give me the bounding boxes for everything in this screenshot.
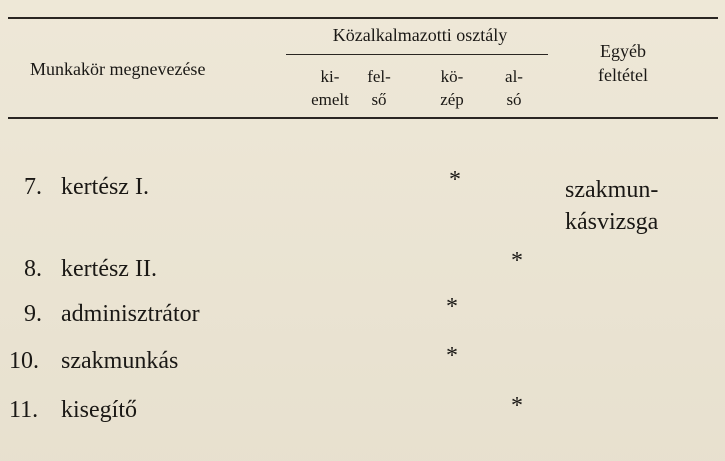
header-bottom-rule bbox=[8, 117, 718, 119]
header-other-condition-line1: Egyéb bbox=[600, 41, 646, 61]
row-title: kertész II. bbox=[61, 256, 157, 282]
row-marker-star: * bbox=[446, 294, 458, 320]
row-title: kertész I. bbox=[61, 174, 149, 200]
header-other-condition-line2: feltétel bbox=[598, 65, 648, 85]
row-number: 10. bbox=[9, 348, 39, 374]
row-other-condition-line1: szakmun- bbox=[565, 177, 659, 203]
subclass-felso-top: fel- bbox=[367, 67, 391, 86]
row-marker-star: * bbox=[446, 343, 458, 369]
top-rule bbox=[8, 17, 718, 19]
row-other-condition-line2: kásvizsga bbox=[565, 209, 659, 235]
header-job-title: Munkakör megnevezése bbox=[30, 59, 206, 79]
class-group-underline bbox=[286, 54, 548, 55]
row-number: 9. bbox=[24, 301, 42, 327]
subclass-kiemelt-bottom: emelt bbox=[311, 90, 349, 109]
row-title: szakmunkás bbox=[61, 348, 179, 374]
subclass-kiemelt-top: ki- bbox=[320, 67, 340, 86]
row-title: adminisztrátor bbox=[61, 301, 200, 327]
subclass-also-bottom: só bbox=[506, 90, 522, 109]
row-marker-star: * bbox=[511, 393, 523, 419]
row-number: 7. bbox=[24, 174, 42, 200]
subclass-also-top: al- bbox=[505, 67, 523, 86]
header-civil-servant-class: Közalkalmazotti osztály bbox=[332, 25, 508, 45]
subclass-felso-bottom: ső bbox=[371, 90, 387, 109]
row-marker-star: * bbox=[511, 248, 523, 274]
row-number: 11. bbox=[9, 397, 39, 423]
row-number: 8. bbox=[24, 256, 42, 282]
row-title: kisegítő bbox=[61, 397, 137, 423]
subclass-kozep-bottom: zép bbox=[440, 90, 464, 109]
row-marker-star: * bbox=[449, 167, 461, 193]
subclass-kozep-top: kö- bbox=[440, 67, 464, 86]
